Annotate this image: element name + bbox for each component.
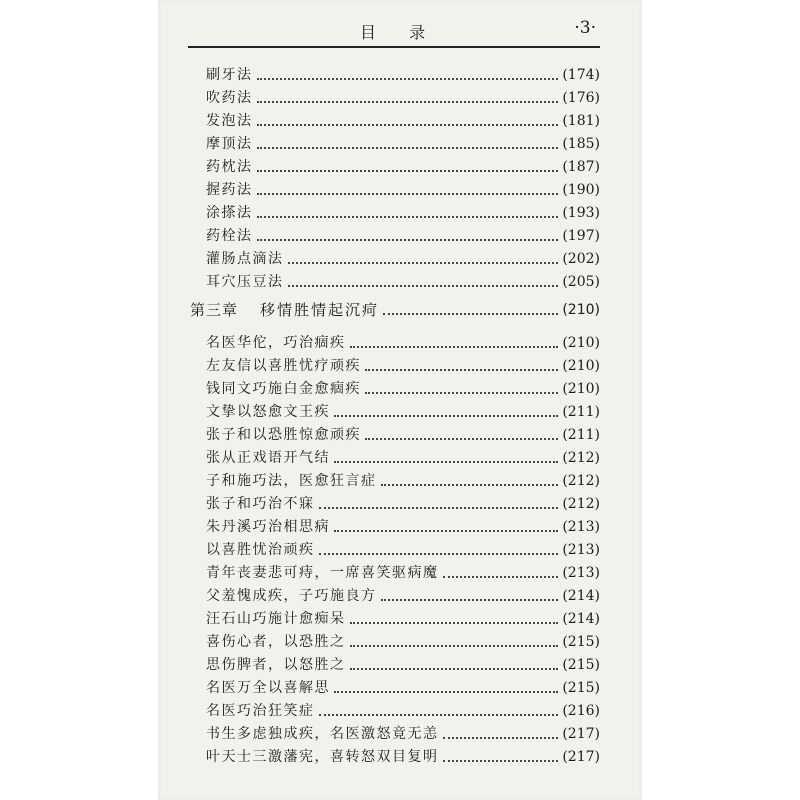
toc-entry-title: 父羞愧成疾，子巧施良方 xyxy=(206,588,377,604)
toc-entry xyxy=(190,698,600,720)
header-title: 目 录 xyxy=(360,23,440,42)
dot-leader xyxy=(383,313,558,315)
toc-entry-page: (185) xyxy=(562,136,600,152)
toc-entry-page: (197) xyxy=(562,228,600,244)
toc-entry-title: 思伤脾者，以怒胜之 xyxy=(206,657,346,673)
toc-entry xyxy=(190,62,600,84)
toc-entry-title: 灌肠点滴法 xyxy=(206,251,284,267)
toc-entry xyxy=(190,606,600,628)
toc-entry-page: (212) xyxy=(562,473,600,489)
toc-entry-title: 药枕法 xyxy=(206,159,253,175)
toc-entry-title: 张子和巧治不寐 xyxy=(206,496,315,512)
toc-entry-title: 文挚以怒愈文王疾 xyxy=(206,404,330,420)
dot-leader xyxy=(257,124,559,126)
toc-entry-page: (176) xyxy=(562,90,600,106)
toc-entry-page: (213) xyxy=(562,565,600,581)
toc-entry-page: (213) xyxy=(562,542,600,558)
toc-entry-title: 钱同文巧施白金愈痼疾 xyxy=(206,381,361,397)
toc-entry xyxy=(190,353,600,375)
dot-leader xyxy=(319,714,559,716)
dot-leader xyxy=(334,530,558,532)
toc-entry-title: 子和施巧法，医愈狂言症 xyxy=(206,473,377,489)
dot-leader xyxy=(257,101,559,103)
toc-entry-title: 汪石山巧施计愈痴呆 xyxy=(206,611,346,627)
toc-entry-title: 发泡法 xyxy=(206,113,253,129)
toc-entry xyxy=(190,537,600,559)
dot-leader xyxy=(381,599,559,601)
toc-entry-page: (190) xyxy=(562,182,600,198)
dot-leader xyxy=(334,415,558,417)
dot-leader xyxy=(288,262,559,264)
dot-leader xyxy=(257,147,559,149)
toc-entry xyxy=(190,629,600,651)
dot-leader xyxy=(334,461,558,463)
toc-entry xyxy=(190,330,600,352)
toc-entry-title: 吹药法 xyxy=(206,90,253,106)
dot-leader xyxy=(365,369,558,371)
toc-entry-title: 左友信以喜胜忧疗顽疾 xyxy=(206,358,361,374)
toc-entry-title: 张子和以恐胜惊愈顽疾 xyxy=(206,427,361,443)
dot-leader xyxy=(288,285,559,287)
toc-entry-title: 刷牙法 xyxy=(206,67,253,83)
toc-entry-title: 书生多虑独成疾，名医激怒竟无恙 xyxy=(206,726,439,742)
toc-entry-page: (212) xyxy=(562,496,600,512)
toc-entry xyxy=(190,583,600,605)
toc-entry-page: (214) xyxy=(562,611,600,627)
toc-entry xyxy=(190,200,600,222)
toc-entry-page: (217) xyxy=(562,749,600,765)
toc-entry-page: (202) xyxy=(562,251,600,267)
dot-leader xyxy=(257,78,559,80)
toc-entry-page: (211) xyxy=(562,427,600,443)
toc-entry-title: 朱丹溪巧治相思病 xyxy=(206,519,330,535)
dot-leader xyxy=(381,484,559,486)
toc-entry xyxy=(190,445,600,467)
toc-entry-page: (210) xyxy=(562,335,600,351)
toc-entry xyxy=(190,85,600,107)
toc-entry xyxy=(190,744,600,766)
toc-entry xyxy=(190,652,600,674)
toc-entry-page: (214) xyxy=(562,588,600,604)
toc-entry-title: 喜伤心者，以恐胜之 xyxy=(206,634,346,650)
toc-entry xyxy=(190,269,600,291)
toc-entry-title: 名医万全以喜解思 xyxy=(206,680,330,696)
toc-entry-page: (216) xyxy=(562,703,600,719)
dot-leader xyxy=(365,438,558,440)
dot-leader xyxy=(319,553,559,555)
chapter-heading xyxy=(190,297,600,319)
toc-entry-page: (211) xyxy=(562,404,600,420)
toc-entry-page: (217) xyxy=(562,726,600,742)
toc-entry-page: (210) xyxy=(562,381,600,397)
dot-leader xyxy=(443,760,559,762)
toc-entry-title: 名医巧治狂笑症 xyxy=(206,703,315,719)
chapter-page: (210) xyxy=(562,302,600,318)
header-rule xyxy=(188,46,600,48)
dot-leader xyxy=(257,239,559,241)
toc-entry-page: (174) xyxy=(562,67,600,83)
toc-entry-title: 张从正戏语开气结 xyxy=(206,450,330,466)
toc-entry xyxy=(190,108,600,130)
toc-entry-page: (215) xyxy=(562,680,600,696)
dot-leader xyxy=(257,193,559,195)
toc-entry-page: (210) xyxy=(562,358,600,374)
toc-entry xyxy=(190,560,600,582)
toc-entry xyxy=(190,376,600,398)
toc-entry xyxy=(190,246,600,268)
toc-entry xyxy=(190,491,600,513)
toc-entry-title: 药栓法 xyxy=(206,228,253,244)
toc-entry-title: 耳穴压豆法 xyxy=(206,274,284,290)
dot-leader xyxy=(350,668,559,670)
dot-leader xyxy=(257,216,559,218)
dot-leader xyxy=(319,507,559,509)
toc-entry-title: 以喜胜忧治顽疾 xyxy=(206,542,315,558)
toc-entry xyxy=(190,131,600,153)
toc-entry-title: 摩顶法 xyxy=(206,136,253,152)
toc-entry xyxy=(190,177,600,199)
toc-entry-title: 握药法 xyxy=(206,182,253,198)
dot-leader xyxy=(443,576,559,578)
toc-entry xyxy=(190,422,600,444)
toc-entry-page: (213) xyxy=(562,519,600,535)
page-header xyxy=(188,18,598,46)
dot-leader xyxy=(350,622,559,624)
toc-entry-title: 涂搽法 xyxy=(206,205,253,221)
toc-entry xyxy=(190,154,600,176)
toc-entry-page: (181) xyxy=(562,113,600,129)
dot-leader xyxy=(443,737,559,739)
toc-entry xyxy=(190,399,600,421)
toc-entry-page: (215) xyxy=(562,634,600,650)
toc-entry-title: 名医华佗，巧治痼疾 xyxy=(206,335,346,351)
dot-leader xyxy=(257,170,559,172)
toc-entry-page: (205) xyxy=(562,274,600,290)
toc-entry xyxy=(190,675,600,697)
dot-leader xyxy=(350,645,559,647)
toc-entry-title: 青年丧妻悲可痔，一席喜笑驱病魔 xyxy=(206,565,439,581)
toc-entry-page: (212) xyxy=(562,450,600,466)
toc-entry xyxy=(190,223,600,245)
toc-entry-page: (187) xyxy=(562,159,600,175)
header-page-number: ·3· xyxy=(574,18,596,38)
toc-entry xyxy=(190,514,600,536)
toc-entry xyxy=(190,468,600,490)
toc-entry xyxy=(190,721,600,743)
toc-entry-page: (193) xyxy=(562,205,600,221)
dot-leader xyxy=(365,392,558,394)
dot-leader xyxy=(350,346,559,348)
toc-entry-title: 叶天士三激藩宪，喜转怒双目复明 xyxy=(206,749,439,765)
chapter-label: 第三章 xyxy=(190,301,239,319)
dot-leader xyxy=(334,691,558,693)
toc-entry-page: (215) xyxy=(562,657,600,673)
chapter-title: 移情胜情起沉疴 xyxy=(260,301,380,319)
